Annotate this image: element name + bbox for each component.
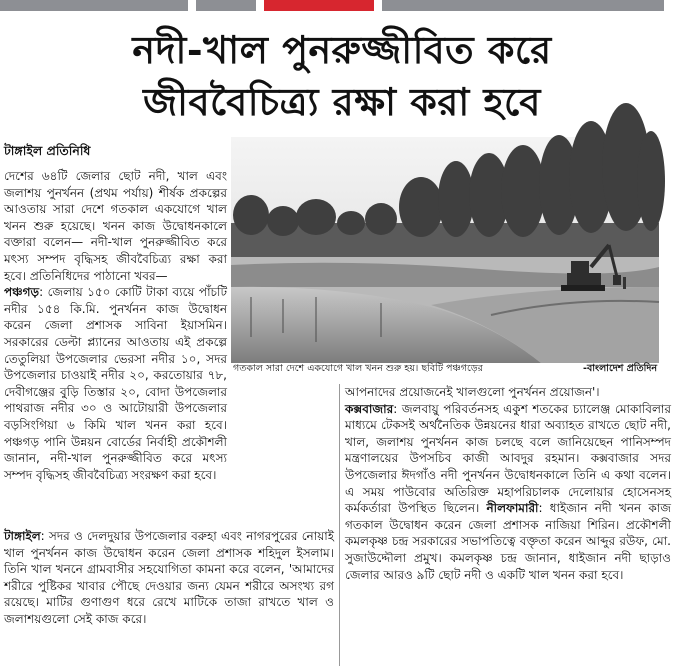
photo-caption: গতকাল সারা দেশে একযোগে খাল খনন শুরু হয়। ছবিটি পঞ্চগড়ের <box>233 363 483 374</box>
top-bar-gray-right <box>382 0 664 11</box>
right-column <box>345 384 671 666</box>
intro-column <box>4 168 227 482</box>
nilphamari-dateline: নীলফামারী <box>486 501 539 516</box>
tangail-dateline: টাঙ্গাইল <box>4 529 41 543</box>
reporter-byline: টাঙ্গাইল প্রতিনিধি <box>4 143 91 158</box>
nilphamari-text: : ধাইজান নদী খনন কাজ গতকাল উদ্বোধন করেন জেলা প্রশাসক নাজিয়া শিরিন। প্রকৌশলী কমলকৃষ্ণ চন্দ্র সরকারের সভাপতিত্বে বক্তৃতা করেন আব্দুর রউফ, মো. সুজাউদ্দৌলা প্রমুখ। কমলকৃষ্ণ চন্দ্র জানান, ধাইজান নদী ছাড়াও জেলার আরও ৯টি ছোট নদী ও একটি খাল খনন করা হবে। <box>345 501 671 582</box>
panchagarh-dateline: পঞ্চগড় <box>4 285 40 300</box>
intro-paragraph: দেশের ৬৪টি জেলার ছোট নদী, খাল এবং জলাশয় পুনর্খনন (প্রথম পর্যায়) শীর্ষক প্রকল্পের আওতায় সারা দেশে গতকাল একযোগে খাল খনন শুরু হয়েছে। খনন কাজ উদ্বোধনকালে বক্তারা বলেন— নদী-খাল পুনরুজ্জীবিত করে মৎস্য সম্পদ বৃদ্ধিসহ জীববৈচিত্র্য রক্ষা করা হবে। প্রতিনিধিদের পাঠানো খবর— <box>4 169 227 283</box>
tangail-paragraph <box>4 528 334 628</box>
tangail-text: : সদর ও দেলদুয়ার উপজেলার বরুহা এবং নাগরপুরের নোয়াই খাল পুনর্খনন কাজ উদ্বোধন করেন জেলা প্রশাসক শহিদুল ইসলাম। তিনি খাল খননে গ্রামবাসীর সহযোগিতা কামনা করে বলেন, 'আমাদের শরীরে পুষ্টিকর খাবার পৌছে দেওয়ার জন্য যেমন শরীরে অসংখ্য রগ রয়েছে। মাটির গুণাগুণ ধরে রেখে মাটিকে তাজা রাখতে খাল ও জলাশয়গুলো সেই কাজ করে। <box>4 529 334 626</box>
river-excavation-photo <box>231 137 659 363</box>
panchagarh-text: : জেলায় ১৫০ কোটি টাকা ব্যয়ে পাঁচটি নদীর ১৫৪ কি.মি. পুনর্খনন কাজ উদ্বোধন করেন জেলা প্রশাসক সাবিনা ইয়াসমিন। সরকারের ডেল্টা প্ল্যানের আওতায় এই প্রকল্পে তেতুলিয়া উপজেলার ভেরসা নদীর ১০, সদর উপজেলার চাওয়াই নদীর ২০, করতোয়ার ৭৮, দেবীগঞ্জের বুড়ি তিস্তার ২০, বোদা উপজেলার পাথরাজ নদীর ৩০ ও আটোয়ারী উপজেলার বড়সিংগিয়া ৬ কিমি খাল খনন করা হবে। পঞ্চগড় পানি উন্নয়ন বোর্ডের নির্বাহী প্রকৌশলী জানান, নদী-খাল পুনরুজ্জীবিত করে মৎস্য সম্পদ বৃদ্ধিসহ জীববৈচিত্র্য সংরক্ষণ করা হবে। <box>4 285 227 482</box>
coxsbazar-paragraph <box>345 401 671 584</box>
top-bar-gray-mid <box>196 0 256 11</box>
coxsbazar-dateline: কক্সবাজার <box>345 401 394 416</box>
top-bar-red <box>264 0 374 11</box>
photo-illustration <box>231 137 659 363</box>
continued-quote: আপনাদের প্রয়োজনেই খালগুলো পুনর্খনন প্রয়োজন'। <box>345 385 600 399</box>
coxsbazar-text: : জলবায়ু পরিবর্তনসহ একুশ শতকের চ্যালেঞ্জ মোকাবিলার মাধ্যমে টেকসই অর্থনৈতিক উন্নয়নের ধারা অব্যাহত রাখতে ছোট নদী, খাল, জলাশয় পুনর্খনন কাজ চলছে বলে জানিয়েছেন পানিসম্পদ মন্ত্রণালয়ের উপসচিব কাজী আবদুর রহমান। কক্সবাজার সদর উপজেলার ঈদগাঁও নদী পুনর্খনন উদ্বোধনকালে তিনি এ কথা বলেন। এ সময় পাউবোর অতিরিক্ত মহাপরিচালক দেলোয়ার হোসেনসহ কর্মকর্তারা উপস্থিত ছিলেন। <box>345 401 671 516</box>
top-bar-gray-left <box>0 0 188 11</box>
headline-line-1: নদী-খাল পুনরুজ্জীবিত করে <box>132 27 552 72</box>
photo-caption-row <box>233 362 659 376</box>
column-divider <box>339 384 340 666</box>
panchagarh-tangail-column <box>4 378 334 666</box>
headline-line-2: জীববৈচিত্র্য রক্ষা করা হবে <box>143 79 541 124</box>
photo-credit: -বাংলাদেশ প্রতিদিন <box>583 363 657 374</box>
